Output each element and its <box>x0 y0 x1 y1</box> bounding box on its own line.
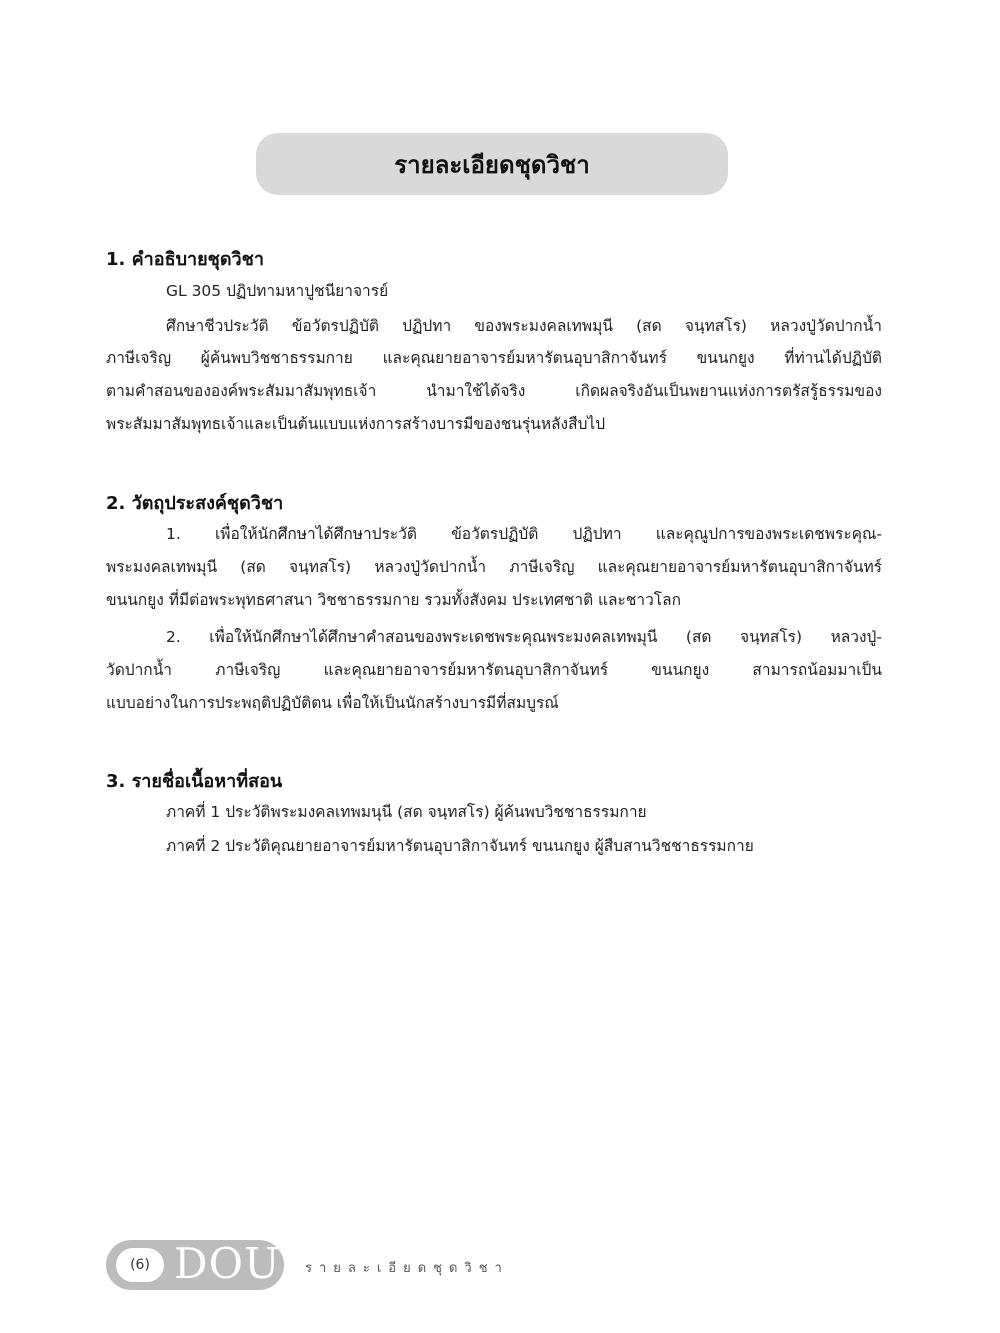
course-code-line: GL 305 ปฏิปทามหาปูชนียาจารย์ <box>166 282 389 300</box>
page-number: (6) <box>116 1248 164 1282</box>
objective-line: วัดปากน้ำ ภาษีเจริญ และคุณยายอาจารย์มหารัตนอุบาสิกาจันทร์ ขนนกยูง สามารถน้อมมาเป็น <box>106 661 882 679</box>
section-heading-contents: 3. รายชื่อเนื้อหาที่สอน <box>106 771 283 792</box>
objective-line: ขนนกยูง ที่มีต่อพระพุทธศาสนา วิชชาธรรมกาย รวมทั้งสังคม ประเทศชาติ และชาวโลก <box>106 591 682 609</box>
description-line: ศึกษาชีวประวัติ ข้อวัตรปฏิบัติ ปฏิปทา ของพระมงคลเทพมุนี (สด จนฺทสโร) หลวงปู่วัดปากน้ำ <box>166 317 882 335</box>
content-item: ภาคที่ 2 ประวัติคุณยายอาจารย์มหารัตนอุบาสิกาจันทร์ ขนนกยูง ผู้สืบสานวิชชาธรรมกาย <box>166 837 754 855</box>
description-line: ภาษีเจริญ ผู้ค้นพบวิชชาธรรมกาย และคุณยายอาจารย์มหารัตนอุบาสิกาจันทร์ ขนนกยูง ที่ท่านได้ปฏิบัติ <box>106 349 882 367</box>
content-item: ภาคที่ 1 ประวัติพระมงคลเทพมนุนี (สด จนฺทสโร) ผู้ค้นพบวิชชาธรรมกาย <box>166 803 647 821</box>
objective-line: 1. เพื่อให้นักศึกษาได้ศึกษาประวัติ ข้อวัตรปฏิบัติ ปฏิปทา และคุณูปการของพระเดชพระคุณ- <box>166 525 882 543</box>
description-line: พระสัมมาสัมพุทธเจ้าและเป็นต้นแบบแห่งการสร้างบารมีของชนรุ่นหลังสืบไป <box>106 415 606 433</box>
dou-logo: DOU <box>174 1239 281 1288</box>
section-heading-objectives: 2. วัตถุประสงค์ชุดวิชา <box>106 493 284 514</box>
objective-line: 2. เพื่อให้นักศึกษาได้ศึกษาคำสอนของพระเดชพระคุณพระมงคลเทพมุนี (สด จนฺทสโร) หลวงปู่- <box>166 628 882 646</box>
objective-line: พระมงคลเทพมุนี (สด จนฺทสโร) หลวงปู่วัดปากน้ำ ภาษีเจริญ และคุณยายอาจารย์มหารัตนอุบาสิกาจันทร์ <box>106 558 882 576</box>
objective-line: แบบอย่างในการประพฤติปฏิบัติตน เพื่อให้เป็นนักสร้างบารมีที่สมบูรณ์ <box>106 694 559 712</box>
description-line: ตามคำสอนขององค์พระสัมมาสัมพุทธเจ้า นำมาใช้ได้จริง เกิดผลจริงอันเป็นพยานแห่งการตรัสรู้ธรรมของ <box>106 382 882 400</box>
section-heading-description: 1. คำอธิบายชุดวิชา <box>106 249 264 270</box>
page-title: รายละเอียดชุดวิชา <box>394 150 590 179</box>
running-title: รายละเอียดชุดวิชา <box>305 1261 509 1276</box>
page-title-banner <box>256 133 728 195</box>
